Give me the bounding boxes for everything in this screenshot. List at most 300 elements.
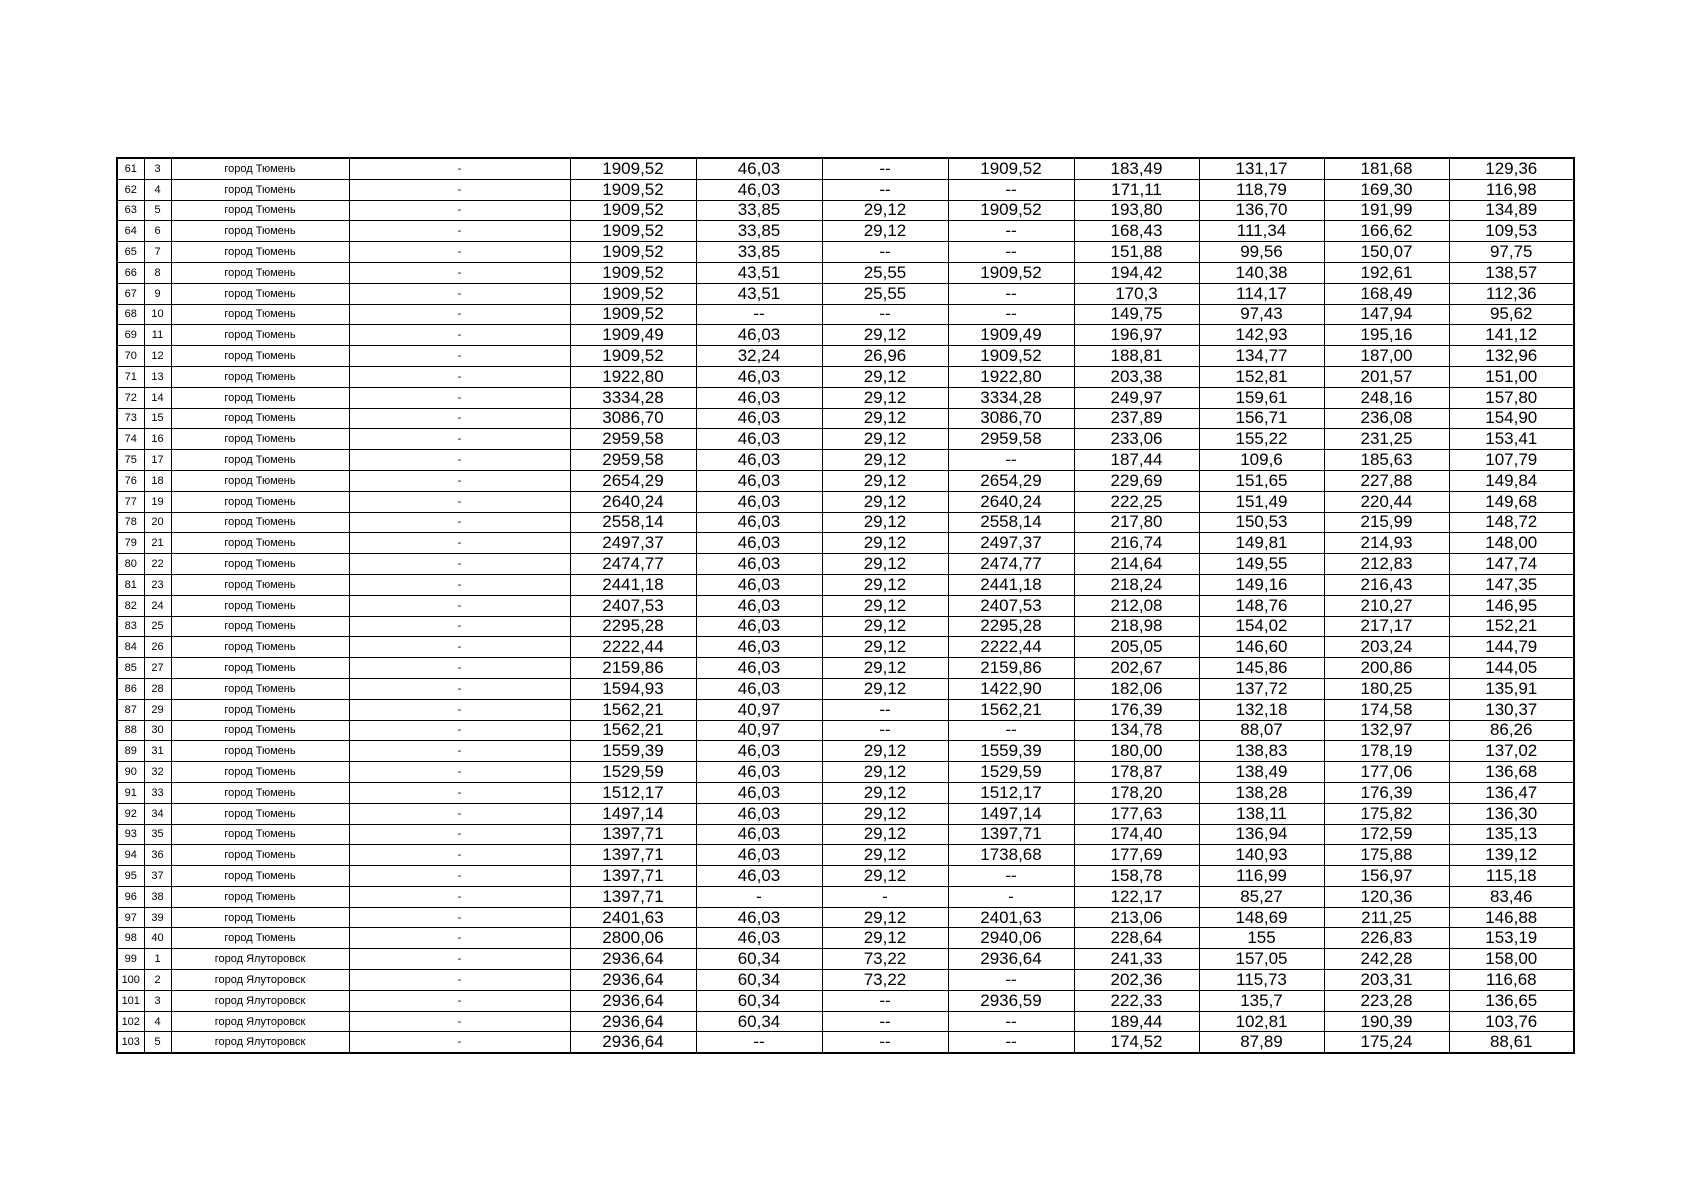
city-cell: город Тюмень — [171, 741, 349, 762]
row-index-cell: 70 — [117, 346, 144, 367]
value-cell-7: 168,49 — [1324, 283, 1449, 304]
value-cell-2: 46,03 — [696, 450, 822, 471]
value-cell-6: 155 — [1199, 928, 1324, 949]
note-cell: - — [349, 928, 570, 949]
note-cell: - — [349, 242, 570, 263]
value-cell-6: 87,89 — [1199, 1032, 1324, 1053]
value-cell-7: 177,06 — [1324, 762, 1449, 783]
value-cell-1: 1594,93 — [570, 678, 696, 699]
value-cell-1: 2936,64 — [570, 1032, 696, 1053]
table-row — [117, 325, 1574, 346]
value-cell-4: 1529,59 — [948, 762, 1074, 783]
row-index-cell: 95 — [117, 866, 144, 887]
value-cell-3: 29,12 — [822, 366, 948, 387]
note-cell: - — [349, 325, 570, 346]
row-index-cell: 101 — [117, 990, 144, 1011]
row-index-cell: 91 — [117, 782, 144, 803]
value-cell-6: 111,34 — [1199, 221, 1324, 242]
note-cell: - — [349, 720, 570, 741]
value-cell-4: -- — [948, 221, 1074, 242]
row-number-cell: 20 — [144, 512, 171, 533]
value-cell-5: 170,3 — [1074, 283, 1199, 304]
city-cell: город Тюмень — [171, 283, 349, 304]
row-number-cell: 4 — [144, 1011, 171, 1032]
row-number-cell: 29 — [144, 699, 171, 720]
value-cell-8: 149,68 — [1449, 491, 1574, 512]
value-cell-8: 153,19 — [1449, 928, 1574, 949]
value-cell-5: 182,06 — [1074, 678, 1199, 699]
value-cell-4: 1397,71 — [948, 824, 1074, 845]
city-cell: город Тюмень — [171, 158, 349, 179]
value-cell-8: 158,00 — [1449, 949, 1574, 970]
value-cell-5: 193,80 — [1074, 200, 1199, 221]
row-index-cell: 80 — [117, 554, 144, 575]
value-cell-1: 1909,52 — [570, 158, 696, 179]
table-row — [117, 970, 1574, 991]
value-cell-7: 231,25 — [1324, 429, 1449, 450]
value-cell-5: 196,97 — [1074, 325, 1199, 346]
value-cell-3: 25,55 — [822, 283, 948, 304]
value-cell-2: 43,51 — [696, 283, 822, 304]
value-cell-3: -- — [822, 304, 948, 325]
table-row — [117, 450, 1574, 471]
value-cell-6: 142,93 — [1199, 325, 1324, 346]
note-cell: - — [349, 949, 570, 970]
table-row — [117, 616, 1574, 637]
value-cell-7: 203,24 — [1324, 637, 1449, 658]
note-cell: - — [349, 803, 570, 824]
value-cell-1: 2159,86 — [570, 658, 696, 679]
value-cell-3: -- — [822, 699, 948, 720]
city-cell: город Тюмень — [171, 720, 349, 741]
value-cell-4: 2640,24 — [948, 491, 1074, 512]
city-cell: город Ялуторовск — [171, 990, 349, 1011]
table-row — [117, 866, 1574, 887]
value-cell-8: 139,12 — [1449, 845, 1574, 866]
note-cell: - — [349, 762, 570, 783]
table-row — [117, 678, 1574, 699]
value-cell-6: 136,70 — [1199, 200, 1324, 221]
note-cell: - — [349, 221, 570, 242]
value-cell-2: 46,03 — [696, 678, 822, 699]
value-cell-3: -- — [822, 179, 948, 200]
row-index-cell: 81 — [117, 574, 144, 595]
value-cell-6: 149,16 — [1199, 574, 1324, 595]
table-row — [117, 699, 1574, 720]
note-cell: - — [349, 1032, 570, 1053]
value-cell-3: 29,12 — [822, 533, 948, 554]
value-cell-2: 46,03 — [696, 907, 822, 928]
value-cell-2: 33,85 — [696, 200, 822, 221]
value-cell-7: 175,24 — [1324, 1032, 1449, 1053]
row-number-cell: 5 — [144, 1032, 171, 1053]
value-cell-6: 150,53 — [1199, 512, 1324, 533]
city-cell: город Тюмень — [171, 699, 349, 720]
table-row — [117, 886, 1574, 907]
value-cell-7: 201,57 — [1324, 366, 1449, 387]
value-cell-1: 1497,14 — [570, 803, 696, 824]
table-row — [117, 200, 1574, 221]
value-cell-1: 1909,52 — [570, 221, 696, 242]
value-cell-6: 136,94 — [1199, 824, 1324, 845]
value-cell-7: 227,88 — [1324, 470, 1449, 491]
value-cell-3: 29,12 — [822, 658, 948, 679]
value-cell-7: 185,63 — [1324, 450, 1449, 471]
value-cell-4: -- — [948, 283, 1074, 304]
row-index-cell: 82 — [117, 595, 144, 616]
table-row — [117, 595, 1574, 616]
row-index-cell: 97 — [117, 907, 144, 928]
city-cell: город Тюмень — [171, 824, 349, 845]
city-cell: город Тюмень — [171, 886, 349, 907]
row-index-cell: 79 — [117, 533, 144, 554]
value-cell-7: 200,86 — [1324, 658, 1449, 679]
table-row — [117, 782, 1574, 803]
note-cell: - — [349, 1011, 570, 1032]
value-cell-2: 40,97 — [696, 699, 822, 720]
value-cell-6: 152,81 — [1199, 366, 1324, 387]
value-cell-3: 29,12 — [822, 616, 948, 637]
value-cell-2: 46,03 — [696, 782, 822, 803]
value-cell-4: -- — [948, 1011, 1074, 1032]
note-cell: - — [349, 304, 570, 325]
value-cell-5: 218,24 — [1074, 574, 1199, 595]
value-cell-7: 217,17 — [1324, 616, 1449, 637]
city-cell: город Тюмень — [171, 221, 349, 242]
value-cell-4: 2497,37 — [948, 533, 1074, 554]
value-cell-1: 1562,21 — [570, 720, 696, 741]
value-cell-7: 191,99 — [1324, 200, 1449, 221]
row-number-cell: 27 — [144, 658, 171, 679]
value-cell-8: 136,47 — [1449, 782, 1574, 803]
row-index-cell: 87 — [117, 699, 144, 720]
value-cell-6: 131,17 — [1199, 158, 1324, 179]
value-cell-7: 180,25 — [1324, 678, 1449, 699]
note-cell: - — [349, 845, 570, 866]
value-cell-8: 137,02 — [1449, 741, 1574, 762]
value-cell-7: 187,00 — [1324, 346, 1449, 367]
city-cell: город Тюмень — [171, 408, 349, 429]
value-cell-5: 203,38 — [1074, 366, 1199, 387]
value-cell-4: 2654,29 — [948, 470, 1074, 491]
note-cell: - — [349, 200, 570, 221]
note-cell: - — [349, 346, 570, 367]
city-cell: город Тюмень — [171, 304, 349, 325]
value-cell-1: 1397,71 — [570, 886, 696, 907]
table-row — [117, 429, 1574, 450]
value-cell-1: 1909,52 — [570, 262, 696, 283]
value-cell-8: 83,46 — [1449, 886, 1574, 907]
city-cell: город Тюмень — [171, 678, 349, 699]
row-index-cell: 102 — [117, 1011, 144, 1032]
value-cell-5: 249,97 — [1074, 387, 1199, 408]
value-cell-5: 122,17 — [1074, 886, 1199, 907]
row-number-cell: 12 — [144, 346, 171, 367]
value-cell-2: 46,03 — [696, 928, 822, 949]
value-cell-5: 218,98 — [1074, 616, 1199, 637]
value-cell-1: 1909,52 — [570, 283, 696, 304]
value-cell-2: 46,03 — [696, 491, 822, 512]
value-cell-3: 29,12 — [822, 762, 948, 783]
city-cell: город Тюмень — [171, 803, 349, 824]
value-cell-8: 86,26 — [1449, 720, 1574, 741]
row-number-cell: 28 — [144, 678, 171, 699]
value-cell-2: 46,03 — [696, 741, 822, 762]
value-cell-4: -- — [948, 970, 1074, 991]
value-cell-1: 1909,52 — [570, 179, 696, 200]
value-cell-4: 2159,86 — [948, 658, 1074, 679]
value-cell-8: 115,18 — [1449, 866, 1574, 887]
row-number-cell: 19 — [144, 491, 171, 512]
value-cell-4: 2474,77 — [948, 554, 1074, 575]
row-index-cell: 100 — [117, 970, 144, 991]
value-cell-5: 134,78 — [1074, 720, 1199, 741]
value-cell-1: 1909,52 — [570, 346, 696, 367]
value-cell-2: 60,34 — [696, 990, 822, 1011]
value-cell-1: 1909,52 — [570, 200, 696, 221]
value-cell-1: 2401,63 — [570, 907, 696, 928]
row-number-cell: 9 — [144, 283, 171, 304]
row-number-cell: 30 — [144, 720, 171, 741]
row-index-cell: 84 — [117, 637, 144, 658]
value-cell-3: 29,12 — [822, 824, 948, 845]
table-row — [117, 179, 1574, 200]
value-cell-7: 174,58 — [1324, 699, 1449, 720]
value-cell-4: 1922,80 — [948, 366, 1074, 387]
row-number-cell: 31 — [144, 741, 171, 762]
row-index-cell: 75 — [117, 450, 144, 471]
value-cell-7: 178,19 — [1324, 741, 1449, 762]
row-index-cell: 68 — [117, 304, 144, 325]
value-cell-3: 29,12 — [822, 637, 948, 658]
value-cell-4: 1738,68 — [948, 845, 1074, 866]
value-cell-4: 3334,28 — [948, 387, 1074, 408]
value-cell-8: 135,91 — [1449, 678, 1574, 699]
note-cell: - — [349, 990, 570, 1011]
value-cell-6: 138,28 — [1199, 782, 1324, 803]
row-index-cell: 63 — [117, 200, 144, 221]
value-cell-5: 212,08 — [1074, 595, 1199, 616]
value-cell-6: 149,55 — [1199, 554, 1324, 575]
city-cell: город Ялуторовск — [171, 949, 349, 970]
row-index-cell: 72 — [117, 387, 144, 408]
value-cell-3: 29,12 — [822, 554, 948, 575]
value-cell-1: 2640,24 — [570, 491, 696, 512]
table-row — [117, 470, 1574, 491]
value-cell-2: 60,34 — [696, 1011, 822, 1032]
note-cell: - — [349, 741, 570, 762]
row-number-cell: 24 — [144, 595, 171, 616]
row-number-cell: 8 — [144, 262, 171, 283]
city-cell: город Тюмень — [171, 907, 349, 928]
value-cell-7: 195,16 — [1324, 325, 1449, 346]
city-cell: город Ялуторовск — [171, 1032, 349, 1053]
row-index-cell: 73 — [117, 408, 144, 429]
value-cell-8: 136,65 — [1449, 990, 1574, 1011]
value-cell-6: 118,79 — [1199, 179, 1324, 200]
table-row — [117, 845, 1574, 866]
value-cell-4: -- — [948, 1032, 1074, 1053]
value-cell-2: 43,51 — [696, 262, 822, 283]
city-cell: город Тюмень — [171, 262, 349, 283]
value-cell-3: 29,12 — [822, 845, 948, 866]
value-cell-6: 140,93 — [1199, 845, 1324, 866]
row-index-cell: 69 — [117, 325, 144, 346]
value-cell-6: 151,49 — [1199, 491, 1324, 512]
value-cell-5: 174,52 — [1074, 1032, 1199, 1053]
city-cell: город Ялуторовск — [171, 970, 349, 991]
row-number-cell: 36 — [144, 845, 171, 866]
city-cell: город Тюмень — [171, 200, 349, 221]
value-cell-2: 60,34 — [696, 970, 822, 991]
table-row — [117, 242, 1574, 263]
note-cell: - — [349, 450, 570, 471]
value-cell-2: 46,03 — [696, 574, 822, 595]
value-cell-1: 2558,14 — [570, 512, 696, 533]
row-number-cell: 2 — [144, 970, 171, 991]
value-cell-8: 138,57 — [1449, 262, 1574, 283]
table-row — [117, 533, 1574, 554]
value-cell-5: 178,20 — [1074, 782, 1199, 803]
row-number-cell: 10 — [144, 304, 171, 325]
row-number-cell: 37 — [144, 866, 171, 887]
row-number-cell: 16 — [144, 429, 171, 450]
value-cell-2: 46,03 — [696, 595, 822, 616]
row-number-cell: 3 — [144, 990, 171, 1011]
value-cell-3: 29,12 — [822, 450, 948, 471]
value-cell-2: 46,03 — [696, 658, 822, 679]
value-cell-5: 205,05 — [1074, 637, 1199, 658]
value-cell-1: 2959,58 — [570, 450, 696, 471]
value-cell-7: 166,62 — [1324, 221, 1449, 242]
row-index-cell: 66 — [117, 262, 144, 283]
value-cell-1: 1922,80 — [570, 366, 696, 387]
city-cell: город Тюмень — [171, 595, 349, 616]
value-cell-7: 214,93 — [1324, 533, 1449, 554]
note-cell: - — [349, 158, 570, 179]
value-cell-6: 135,7 — [1199, 990, 1324, 1011]
table-row — [117, 720, 1574, 741]
city-cell: город Тюмень — [171, 366, 349, 387]
value-cell-3: 26,96 — [822, 346, 948, 367]
note-cell: - — [349, 866, 570, 887]
row-index-cell: 78 — [117, 512, 144, 533]
row-number-cell: 21 — [144, 533, 171, 554]
note-cell: - — [349, 408, 570, 429]
row-number-cell: 17 — [144, 450, 171, 471]
value-cell-3: 29,12 — [822, 387, 948, 408]
value-cell-8: 144,05 — [1449, 658, 1574, 679]
value-cell-4: 1422,90 — [948, 678, 1074, 699]
value-cell-8: 134,89 — [1449, 200, 1574, 221]
city-cell: город Тюмень — [171, 429, 349, 450]
value-cell-2: 46,03 — [696, 470, 822, 491]
value-cell-1: 1909,52 — [570, 242, 696, 263]
value-cell-1: 2474,77 — [570, 554, 696, 575]
note-cell: - — [349, 637, 570, 658]
value-cell-4: 1909,52 — [948, 346, 1074, 367]
note-cell: - — [349, 470, 570, 491]
note-cell: - — [349, 262, 570, 283]
table-row — [117, 221, 1574, 242]
value-cell-3: 29,12 — [822, 782, 948, 803]
value-cell-4: 2940,06 — [948, 928, 1074, 949]
value-cell-4: 3086,70 — [948, 408, 1074, 429]
value-cell-4: 2295,28 — [948, 616, 1074, 637]
table-row — [117, 346, 1574, 367]
value-cell-7: 132,97 — [1324, 720, 1449, 741]
row-number-cell: 40 — [144, 928, 171, 949]
row-number-cell: 26 — [144, 637, 171, 658]
value-cell-8: 154,90 — [1449, 408, 1574, 429]
value-cell-8: 141,12 — [1449, 325, 1574, 346]
value-cell-4: 2959,58 — [948, 429, 1074, 450]
value-cell-8: 149,84 — [1449, 470, 1574, 491]
note-cell: - — [349, 824, 570, 845]
table-row — [117, 408, 1574, 429]
value-cell-5: 177,63 — [1074, 803, 1199, 824]
value-cell-2: 33,85 — [696, 242, 822, 263]
value-cell-7: 175,88 — [1324, 845, 1449, 866]
value-cell-5: 217,80 — [1074, 512, 1199, 533]
row-index-cell: 96 — [117, 886, 144, 907]
table-row — [117, 990, 1574, 1011]
value-cell-1: 2936,64 — [570, 1011, 696, 1032]
value-cell-4: 1909,52 — [948, 200, 1074, 221]
value-cell-7: 223,28 — [1324, 990, 1449, 1011]
value-cell-1: 1529,59 — [570, 762, 696, 783]
value-cell-2: -- — [696, 304, 822, 325]
value-cell-6: 138,11 — [1199, 803, 1324, 824]
value-cell-2: 46,03 — [696, 366, 822, 387]
row-index-cell: 85 — [117, 658, 144, 679]
city-cell: город Тюмень — [171, 450, 349, 471]
value-cell-6: 145,86 — [1199, 658, 1324, 679]
value-cell-5: 194,42 — [1074, 262, 1199, 283]
value-cell-6: 99,56 — [1199, 242, 1324, 263]
value-cell-8: 148,00 — [1449, 533, 1574, 554]
value-cell-3: -- — [822, 1032, 948, 1053]
table-row — [117, 762, 1574, 783]
value-cell-5: 189,44 — [1074, 1011, 1199, 1032]
note-cell: - — [349, 429, 570, 450]
value-cell-7: 210,27 — [1324, 595, 1449, 616]
value-cell-1: 2295,28 — [570, 616, 696, 637]
city-cell: город Ялуторовск — [171, 1011, 349, 1032]
value-cell-8: 116,98 — [1449, 179, 1574, 200]
value-cell-7: 181,68 — [1324, 158, 1449, 179]
row-index-cell: 67 — [117, 283, 144, 304]
value-cell-4: 2401,63 — [948, 907, 1074, 928]
value-cell-2: -- — [696, 1032, 822, 1053]
value-cell-1: 1909,49 — [570, 325, 696, 346]
value-cell-3: 25,55 — [822, 262, 948, 283]
row-index-cell: 71 — [117, 366, 144, 387]
value-cell-1: 1909,52 — [570, 304, 696, 325]
table-body — [117, 158, 1574, 1053]
value-cell-2: 46,03 — [696, 429, 822, 450]
value-cell-7: 220,44 — [1324, 491, 1449, 512]
value-cell-7: 175,82 — [1324, 803, 1449, 824]
city-cell: город Тюмень — [171, 533, 349, 554]
value-cell-2: 33,85 — [696, 221, 822, 242]
note-cell: - — [349, 678, 570, 699]
value-cell-5: 168,43 — [1074, 221, 1199, 242]
value-cell-2: 46,03 — [696, 803, 822, 824]
value-cell-3: 29,12 — [822, 491, 948, 512]
note-cell: - — [349, 283, 570, 304]
row-number-cell: 35 — [144, 824, 171, 845]
